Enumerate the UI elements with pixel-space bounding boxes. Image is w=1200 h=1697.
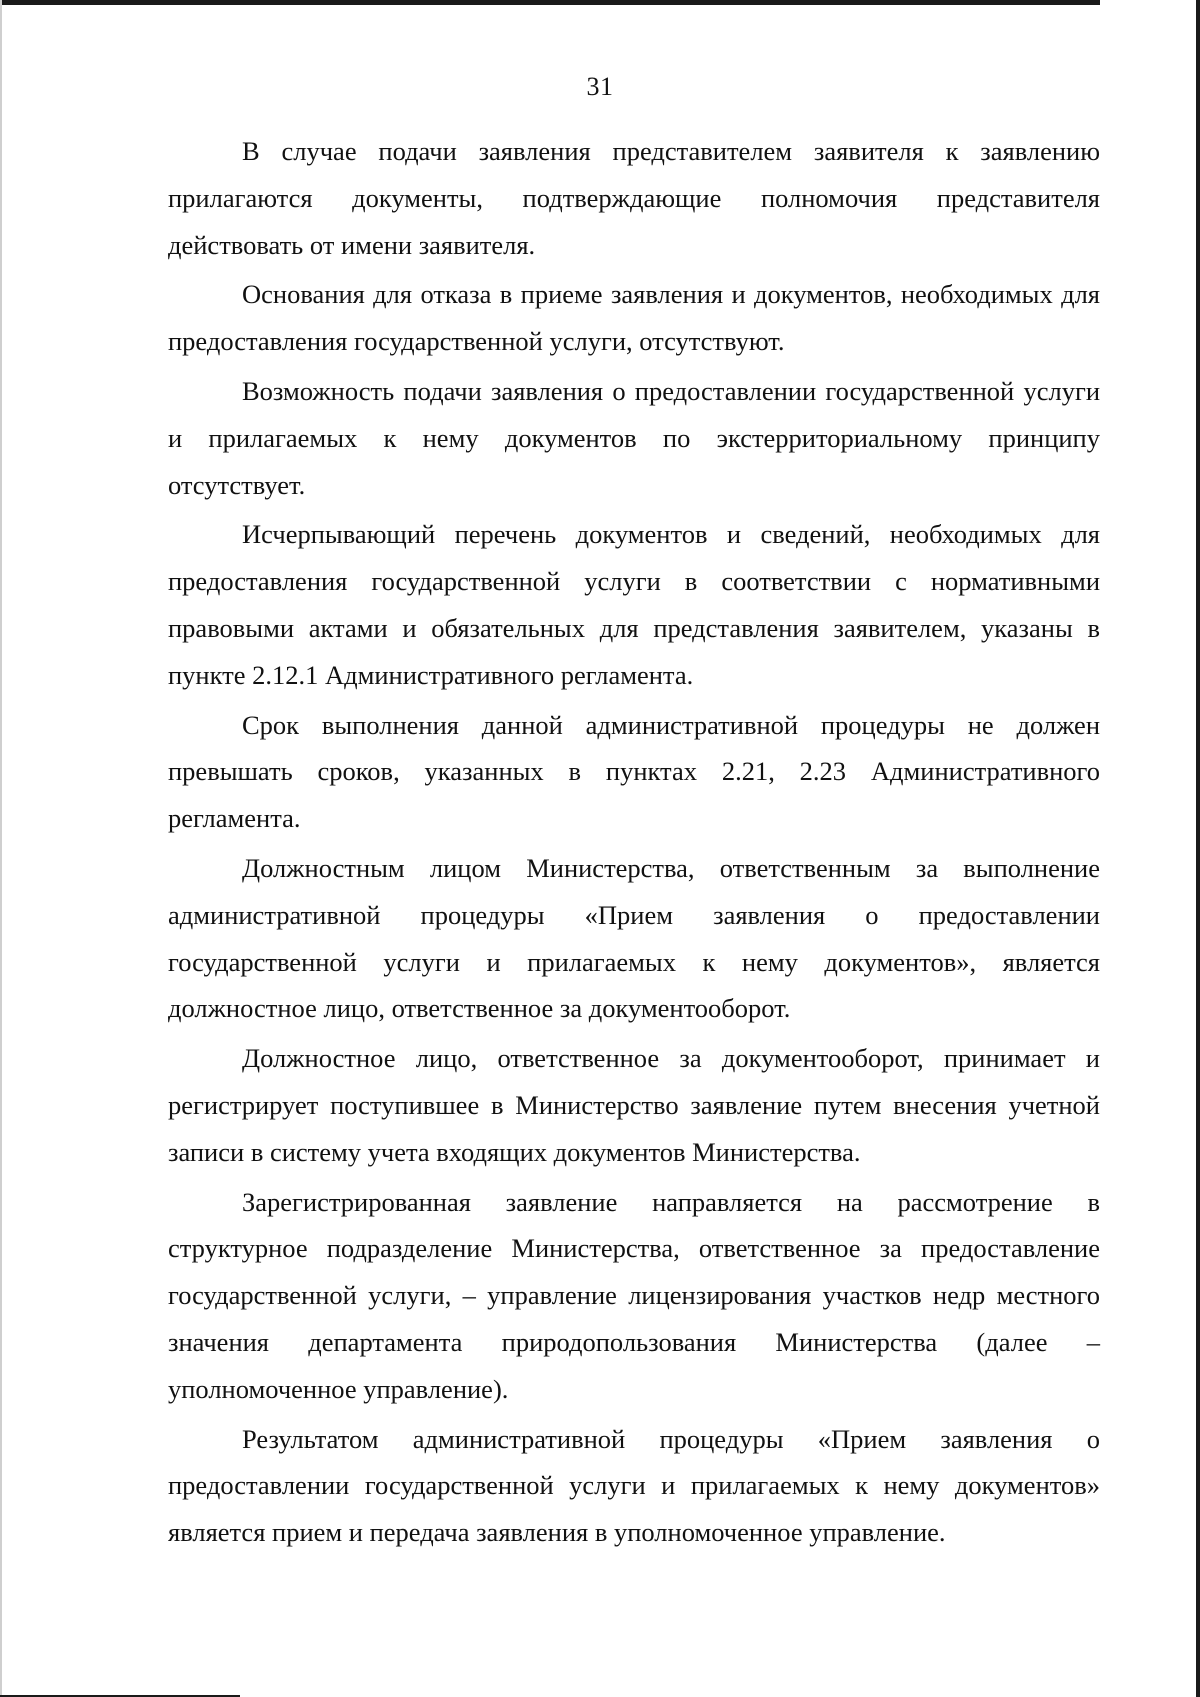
- paragraph-result: Результатом административной процедуры «Прием заявления о предоставлении государственной услуги и прилагаемых к нему документов» является прием и передача заявления в уполномоченное управление.: [168, 1423, 1100, 1548]
- paragraph-forwarding: Зарегистрированная заявление направляется на рассмотрение в структурное подразделение Министерства, ответственное за предоставление государственной услуги, – управление лицензирования участков недр местного значения департамента природопользования Министерства (далее – уполномоченное управление).: [168, 1186, 1100, 1404]
- scan-edge-right: [1196, 0, 1200, 1697]
- page-number: 31: [586, 72, 614, 101]
- paragraph-registration: Должностное лицо, ответственное за документооборот, принимает и регистрирует поступившее в Министерство заявление путем внесения учетной записи в систему учета входящих документов Министерства.: [168, 1043, 1100, 1167]
- paragraph-refusal-grounds: Основания для отказа в приеме заявления и документов, необходимых для предоставления государственной услуги, отсутствуют.: [168, 279, 1100, 357]
- paragraph-document-list: Исчерпывающий перечень документов и сведений, необходимых для предоставления государственной услуги в соответствии с нормативными правовыми актами и обязательных для представления заявителем, указаны в пункте 2.12.1 Административного регламента.: [168, 519, 1100, 690]
- paragraph-deadline: Срок выполнения данной административной процедуры не должен превышать сроков, указанных в пунктах 2.21, 2.23 Административного регламента.: [168, 709, 1100, 834]
- scan-edge-left: [0, 0, 2, 1697]
- scan-edge-top: [0, 0, 1100, 5]
- paragraph-representative-documents: В случае подачи заявления представителем заявителя к заявлению прилагаются документы, подтверждающие полномочия представителя действовать от имени заявителя.: [168, 136, 1100, 260]
- document-body: [168, 128, 1100, 1559]
- paragraph-extraterritorial: Возможность подачи заявления о предоставлении государственной услуги и прилагаемых к нему документов по экстерриториальному принципу отсутствует.: [168, 375, 1100, 500]
- paragraph-responsible-official: Должностным лицом Министерства, ответственным за выполнение административной процедуры «Прием заявления о предоставлении государственной услуги и прилагаемых к нему документов», является должностное лицо, ответственное за документооборот.: [168, 852, 1100, 1024]
